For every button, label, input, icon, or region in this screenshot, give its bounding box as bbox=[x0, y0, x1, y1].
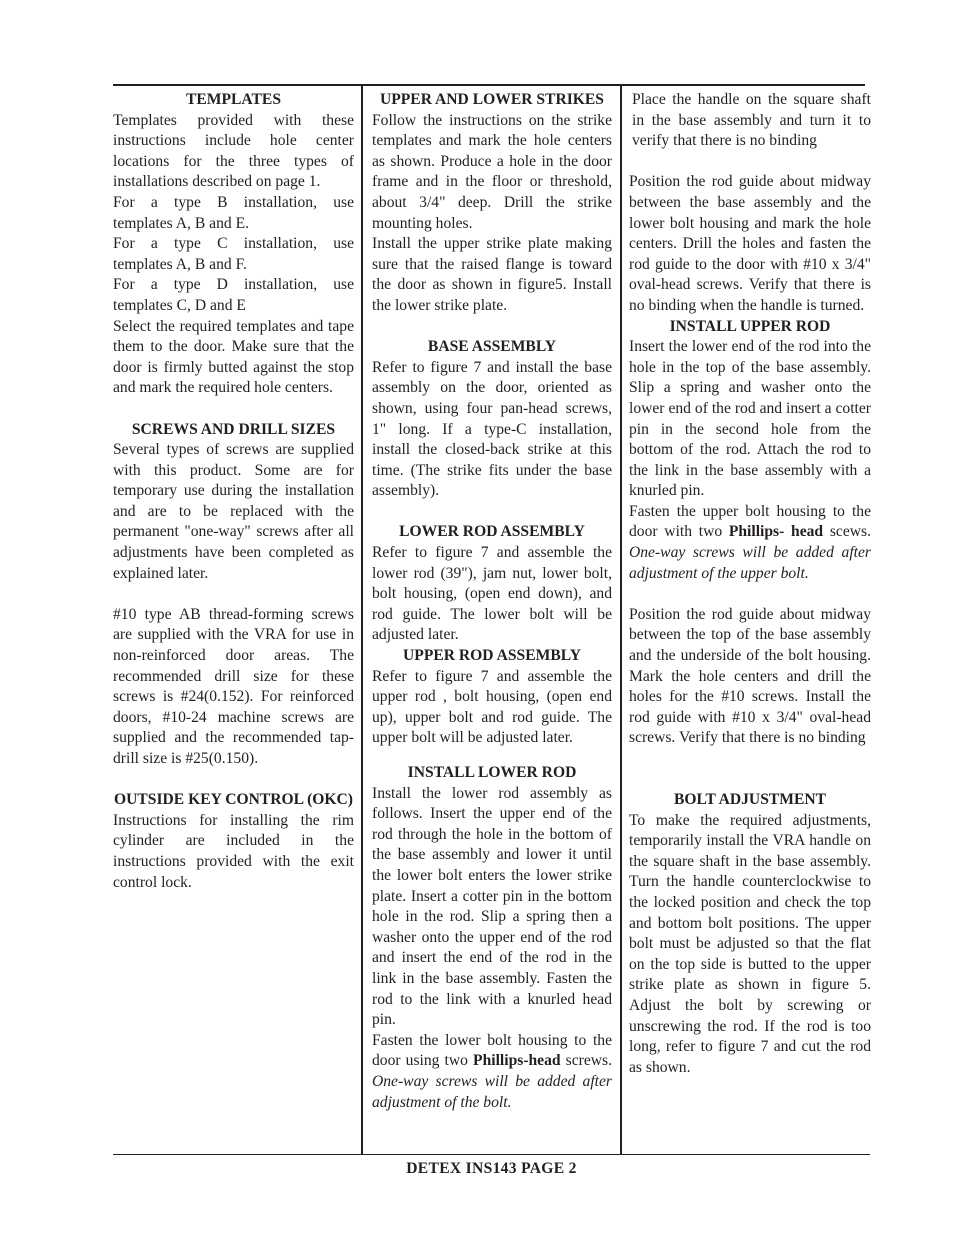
rod-guide-paragraph-1: Position the rod guide about midway between the base assembly and the lower bolt housing and mark the hole centers. Drill the holes and fasten the rod guide to the door with #10 x 3/4" oval-head screws. Verify that there is no binding when the handle is turned. bbox=[629, 173, 871, 314]
column-1 bbox=[113, 90, 354, 893]
okc-heading: OUTSIDE KEY CONTROL (OKC) bbox=[114, 791, 353, 809]
upper-rod-assembly-heading: UPPER ROD ASSEMBLY bbox=[403, 647, 581, 665]
base-assembly-heading: BASE ASSEMBLY bbox=[427, 338, 557, 356]
handle-paragraph: Place the handle on the square shaft in the base assembly and turn it to verify that there is no binding bbox=[632, 91, 871, 150]
strikes-paragraph-1: Follow the instructions on the strike templates and mark the hole centers as shown. Produce a hole in the door frame and in the floor or threshold, about 3/4" deep. Drill the strike mounting holes. bbox=[372, 111, 612, 232]
install-upper-rod-paragraph-1: Insert the lower end of the rod into the hole in the top of the base assembly. Slip a spring and washer onto the lower end of the rod and insert a cotter pin in the second hole from the bottom of the rod. Attach the rod to the link in the base assembly with a knurled pin. bbox=[629, 338, 871, 500]
lower-rod-assembly-paragraph: Refer to figure 7 and assemble the lower rod (39"), jam nut, lower bolt, bolt housing, (open end down), and rod guide. The lower bolt will be adjusted later. bbox=[372, 544, 612, 644]
page-footer: DETEX INS143 PAGE 2 bbox=[406, 1160, 577, 1177]
templates-heading: TEMPLATES bbox=[185, 91, 282, 108]
bolt-adjustment-paragraph: To make the required adjustments, temporarily install the VRA handle on the square shaft in the base assembly. Turn the handle counterclockwise to the locked position and check the top and bottom bolt positions. The upper bolt must be adjusted so that the flat on the top side is butted to the upper strike plate as shown in figure 5. Adjust the bolt by screwing or unscrewing the rod. If the rod is too long, refer to figure 7 and cut the rod as shown. bbox=[629, 811, 871, 1076]
bolt-adjustment-heading: BOLT ADJUSTMENT bbox=[673, 791, 827, 808]
one-way-note: One-way screws will be added after adjustment of the bolt. bbox=[372, 1072, 612, 1111]
phillips-head-emphasis: Phillips- head bbox=[728, 523, 824, 541]
column-divider-right bbox=[620, 86, 622, 1154]
install-lower-rod-paragraph-2: Fasten the lower bolt housing to the door using two Phillips-head screws. One-way screws will be added after adjustment of the bolt. bbox=[372, 1031, 612, 1111]
base-assembly-paragraph: Refer to figure 7 and install the base assembly on the door, oriented as shown, using four pan-head screws, 1" long. If a type-C installation, install the closed-back strike at this time. (The strike fits under the base assembly). bbox=[372, 358, 612, 500]
screws-paragraph-1: Several types of screws are supplied with this product. Some are for temporary use during the installation and are to be replaced with the permanent "one-way" screws after all adjustments have been completed as explained later. bbox=[113, 441, 354, 582]
install-upper-rod-paragraph-2: Fasten the upper bolt housing to the door with two Phillips- head scews. One-way screws will be added after adjustment of the upper bolt. bbox=[629, 502, 871, 582]
templates-type-d: For a type D installation, use templates C, D and E bbox=[113, 276, 354, 314]
install-lower-rod-paragraph-1: Install the lower rod assembly as follows. Insert the upper end of the rod through the hole in the bottom of the base assembly and lower it until the lower bolt enters the lower strike plate. Insert a cotter pin in the bottom hole in the rod. Slip a spring then a washer onto the upper end of the rod and insert the end of the rod in the link in the base assembly. Fasten the rod to the link with a knurled head pin. bbox=[372, 784, 612, 1029]
templates-intro: Templates provided with these instructions include hole center locations for the three types of installations described on page 1. bbox=[113, 111, 354, 191]
column-3 bbox=[629, 90, 871, 1078]
templates-select: Select the required templates and tape them to the door. Make sure that the door is firmly butted against the stop and mark the required hole centers. bbox=[113, 317, 354, 397]
install-upper-rod-heading: INSTALL UPPER ROD bbox=[669, 317, 831, 335]
templates-type-b: For a type B installation, use templates A, B and E. bbox=[113, 193, 354, 232]
templates-type-c: For a type C installation, use templates A, B and F. bbox=[113, 235, 354, 273]
strikes-paragraph-2: Install the upper strike plate making sure that the raised flange is toward the door as shown in figure5. Install the lower strike plate. bbox=[372, 235, 612, 314]
lower-rod-assembly-heading: LOWER ROD ASSEMBLY bbox=[399, 523, 585, 541]
strikes-heading: UPPER AND LOWER STRIKES bbox=[380, 91, 604, 108]
top-rule bbox=[113, 84, 865, 86]
install-lower-rod-heading: INSTALL LOWER ROD bbox=[407, 764, 577, 781]
column-2 bbox=[372, 90, 612, 1113]
okc-paragraph: Instructions for installing the rim cylinder are included in the instructions provided with the exit control lock. bbox=[113, 811, 354, 891]
screws-paragraph-2: #10 type AB thread-forming screws are supplied with the VRA for use in non-reinforced door areas. The recommended drill size for these screws is #24(0.152). For reinforced doors, #10-24 machine screws are supplied and the recommended tap-drill size is #25(0.150). bbox=[113, 605, 354, 767]
one-way-note: One-way screws will be added after adjustment of the upper bolt. bbox=[629, 544, 871, 582]
screws-heading: SCREWS AND DRILL SIZES bbox=[131, 420, 336, 438]
rod-guide-paragraph-2: Position the rod guide about midway between the top of the base assembly and the underside of the bolt housing. Mark the hole centers and drill the holes for the #10 screws. Install the rod guide with #10 x 3/4" oval-head screws. Verify that there is no binding bbox=[629, 605, 871, 747]
upper-rod-assembly-paragraph: Refer to figure 7 and assemble the upper rod , bolt housing, (open end up), upper bolt and rod guide. The upper bolt will be adjusted later. bbox=[372, 667, 612, 747]
phillips-head-emphasis: Phillips-head bbox=[473, 1052, 561, 1070]
bottom-rule bbox=[113, 1154, 870, 1155]
column-divider-left bbox=[361, 86, 363, 1154]
